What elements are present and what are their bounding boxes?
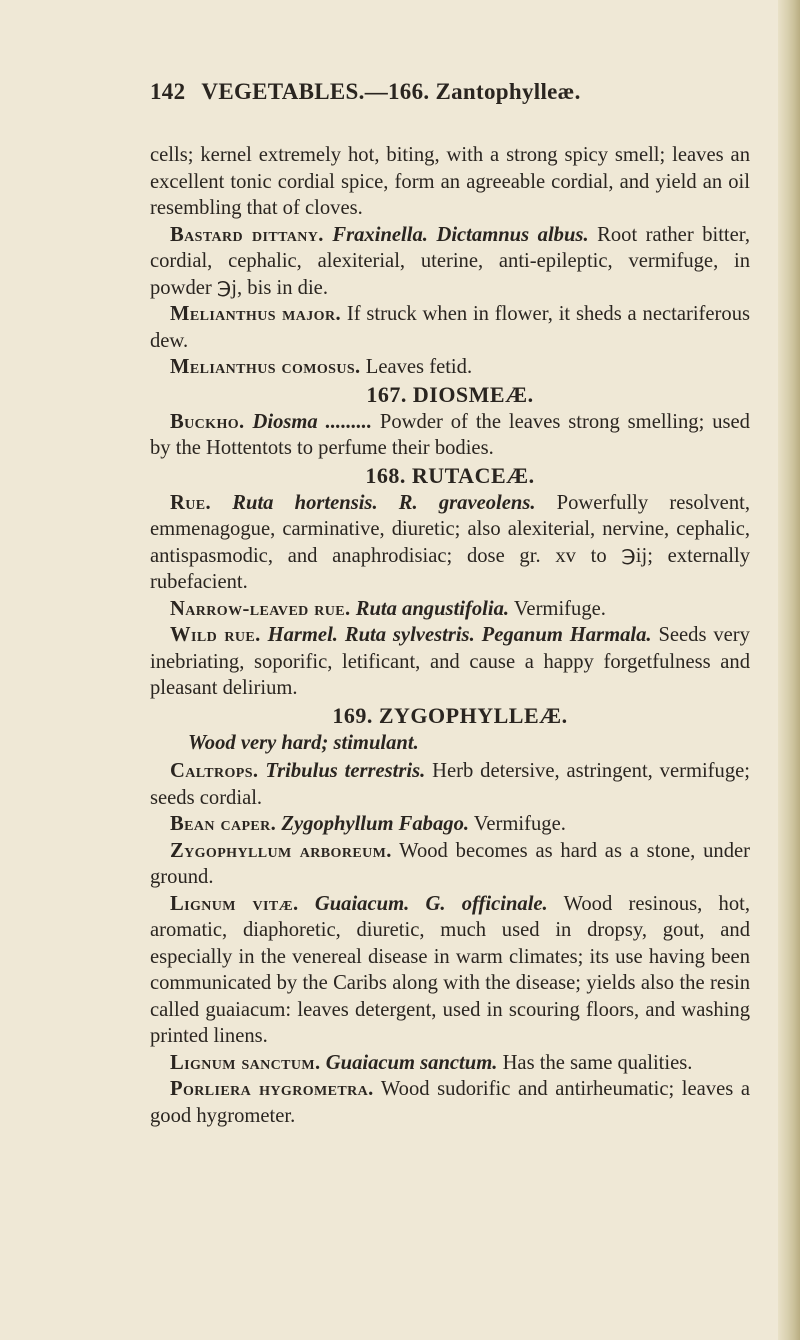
entry-text: Wood resinous, hot, aromatic, diaphoretic, diuretic, much used in dropsy, gout, and especially in the venereal disease in warm climates; its use having been communicated by the Caribs along with the disease; yields also the resin called guaiacum: leaves detergent, used in scouring floors, and washing printed linens. <box>150 892 750 1047</box>
entry-name: Zygophyllum arboreum. <box>170 839 392 862</box>
entry-zygophyllum-arboreum <box>150 838 750 891</box>
section-heading-168: 168. RUTACEÆ. <box>365 462 535 488</box>
page-body <box>150 72 750 1129</box>
scientific-name: Guaiacum. <box>314 892 410 915</box>
entry-name: Lignum sanctum. <box>170 1051 321 1074</box>
entry-name: Melianthus major. <box>170 303 342 325</box>
entry-text: Powerfully resolvent, emmenagogue, carminative, diuretic; also alexiterial, nervine, cephalic, antispasmodic, and anaphrodisiac; dose gr. xv to ℈ij; externally rubefacient. <box>150 491 750 593</box>
scientific-name: Tribulus terrestris. <box>265 760 426 782</box>
entry-rue <box>150 490 750 596</box>
entry-bean-caper <box>150 811 750 838</box>
entry-name: Caltrops. <box>170 760 259 782</box>
entry-caltrops <box>150 758 750 811</box>
entry-name: Bastard dittany. <box>170 223 324 246</box>
section-heading-169: 169. ZYGOPHYLLEÆ. <box>332 702 568 728</box>
scientific-name: Peganum Harmala. <box>481 624 652 646</box>
entry-melianthus-comosus <box>150 354 750 381</box>
entry-lignum-vitae <box>150 891 750 1050</box>
section-subtitle: Wood very hard; stimulant. <box>188 731 419 754</box>
running-title: VEGETABLES.—166. Zantophylleæ. <box>201 79 581 104</box>
entry-name: Bean caper. <box>170 813 277 835</box>
page-gutter-shadow <box>778 0 800 1340</box>
entry-lignum-sanctum <box>150 1050 750 1077</box>
section-heading-167: 167. DIOSMEÆ. <box>366 381 534 407</box>
entry-name: Melianthus comosus. <box>170 356 361 378</box>
entry-name: Rue. <box>170 491 212 514</box>
entry-melianthus-major <box>150 301 750 354</box>
scientific-name: Ruta sylvestris. <box>344 624 475 646</box>
entry-text: Herb detersive, astringent, vermifuge; seeds cordial. <box>150 760 751 809</box>
entry-name: Narrow-leaved rue. <box>170 597 351 620</box>
scientific-name: Fraxinella. <box>332 223 428 246</box>
entry-text: Vermifuge. <box>473 813 566 835</box>
entry-narrow-leaved-rue <box>150 596 750 623</box>
entry-text: Wood becomes as hard as a stone, under ground. <box>150 839 750 888</box>
scientific-name: G. officinale. <box>425 892 548 915</box>
paragraph-continued: cells; kernel extremely hot, biting, with a strong spicy smell; leaves an excellent tonic cordial spice, form an agreeable cordial, and yield an oil resembling that of cloves. <box>150 144 750 219</box>
entry-text: Powder of the leaves strong smelling; used by the Hottentots to perfume their bodies. <box>150 410 750 459</box>
entry-name: Porliera hygrometra. <box>170 1078 374 1100</box>
entry-text: Wood sudorific and antirheumatic; leaves a good hygrometer. <box>150 1078 750 1127</box>
entry-name: Wild rue. <box>170 624 261 646</box>
scientific-name: Ruta hortensis. <box>232 491 378 514</box>
entry-text: Has the same qualities. <box>502 1051 693 1074</box>
entry-name: Buckho. <box>170 410 245 433</box>
entry-text: Vermifuge. <box>513 597 606 620</box>
scientific-name: Dictamnus albus. <box>436 223 589 246</box>
running-head <box>150 72 750 112</box>
entry-text: Seeds very inebriating, soporific, letificant, and cause a happy forgetfulness and pleasant delirium. <box>150 624 750 699</box>
entry-bastard-dittany <box>150 222 750 302</box>
entry-name: Lignum vitæ. <box>170 892 299 915</box>
entry-buckho <box>150 409 750 462</box>
scientific-name: Diosma ......... <box>252 410 372 433</box>
entry-text: Root rather bitter, cordial, cephalic, alexiterial, uterine, anti-epileptic, vermifuge, in powder ℈j, bis in die. <box>150 223 750 299</box>
scientific-name: Guaiacum sanctum. <box>325 1051 498 1074</box>
scientific-name: R. graveolens. <box>398 491 536 514</box>
scientific-name: Harmel. <box>267 624 338 646</box>
entry-text: Leaves fetid. <box>365 356 473 378</box>
page-number: 142 <box>150 79 186 104</box>
scientific-name: Zygophyllum Fabago. <box>281 813 470 835</box>
entry-porliera-hygrometra <box>150 1076 750 1129</box>
entry-text: If struck when in flower, it sheds a nectariferous dew. <box>150 303 751 352</box>
entry-wild-rue <box>150 622 750 702</box>
scientific-name: Ruta angustifolia. <box>355 597 510 620</box>
